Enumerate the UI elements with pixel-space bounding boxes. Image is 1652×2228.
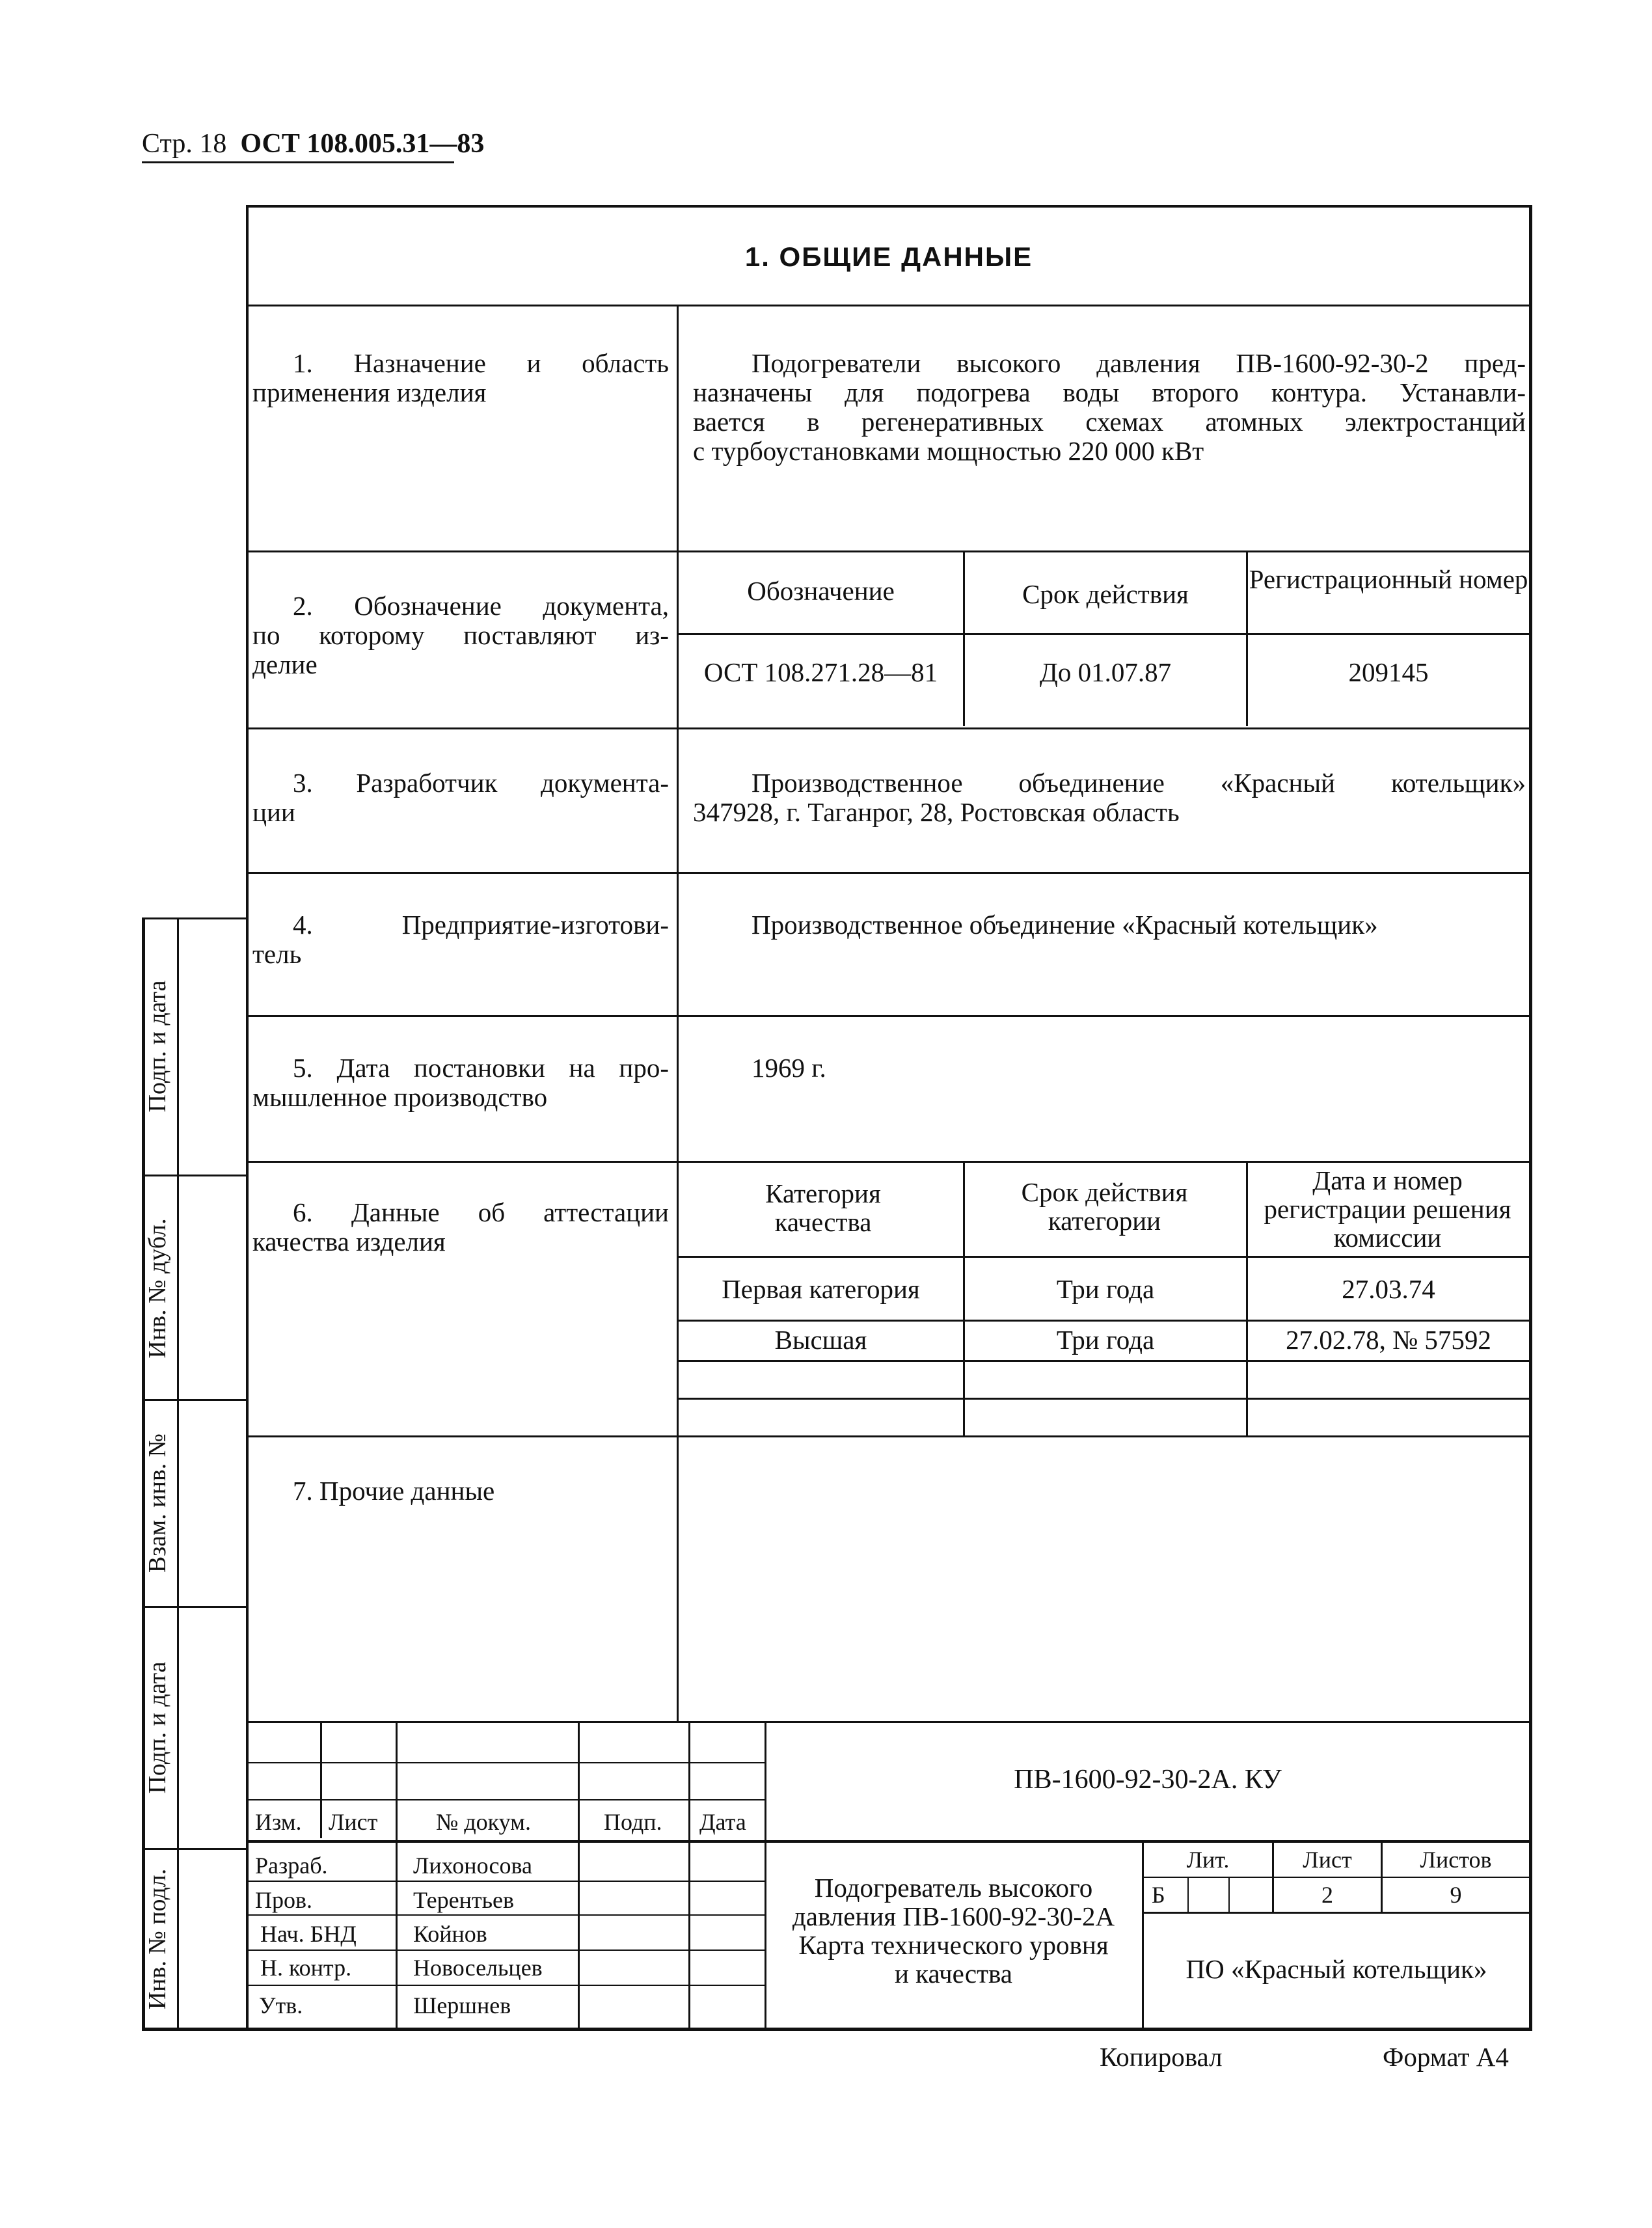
tb-header-date: Дата: [699, 1809, 746, 1835]
row3-value-line2: 347928, г. Таганрог, 28, Ростовская область: [693, 797, 1180, 827]
tb-row-line-1: [249, 1762, 765, 1763]
tb-name-head: Койнов: [413, 1921, 487, 1947]
row3-label-line1: 3. Разработчик документа-: [293, 768, 669, 798]
frame-bottom: [142, 2028, 1532, 2031]
row6-empty-line: [679, 1398, 1529, 1400]
tb-lit-bottom: [1144, 1912, 1529, 1914]
tb-role-approver: Утв.: [259, 1992, 303, 2018]
row2-label-line1: 2. Обозначение документа,: [293, 591, 669, 621]
section-title: 1. ОБЩИЕ ДАННЫЕ: [744, 241, 1033, 272]
row2-bottom: [249, 727, 1529, 729]
tb-name-checker: Терентьев: [413, 1887, 514, 1913]
row1-label-line1: 1. Назначение и область: [293, 348, 669, 378]
header-underline: [142, 161, 454, 163]
row5-label-line2: мышленное производство: [252, 1082, 548, 1112]
footer-copied: Копировал: [1100, 2042, 1223, 2072]
tb-document-code: ПВ-1600-92-30-2А. КУ: [1014, 1765, 1282, 1795]
row4-value: Производственное объединение «Красный котельщик»: [752, 910, 1378, 940]
row1-label-line2: применения изделия: [252, 377, 487, 407]
row6-entry1-term: Три года: [1056, 1274, 1155, 1304]
row6-entry2-category: Высшая: [774, 1325, 867, 1355]
tb-role-head: Нач. БНД: [260, 1921, 357, 1947]
tb-sig-line-3: [249, 1950, 765, 1951]
row2-header-reg-number: Регистрационный номер: [1249, 564, 1528, 594]
row6-header-term: Срок действия категории: [1021, 1177, 1188, 1236]
row2-validity: До 01.07.87: [1039, 657, 1172, 687]
row6-entry2-term: Три года: [1056, 1325, 1155, 1355]
row4-label-line1: 4. Предприятие-изготови-: [293, 910, 669, 940]
row5-label-line1: 5. Дата постановки на про-: [293, 1053, 669, 1083]
row5-value: 1969 г.: [752, 1053, 826, 1083]
tb-sheets-value: 9: [1450, 1882, 1462, 1908]
stamp-dup-inv: Инв. № дубл.: [144, 1218, 171, 1359]
footer-format: Формат А4: [1383, 2042, 1509, 2072]
tb-title-line1: Подогреватель высокого: [814, 1873, 1093, 1903]
row3-label-line2: ции: [252, 797, 295, 827]
row4-label-line2: тель: [252, 939, 302, 969]
label-column-divider: [677, 306, 679, 1721]
row6-entry1-bottom: [679, 1320, 1529, 1322]
tb-title-line3: Карта технического уровня: [798, 1930, 1109, 1960]
row6-label-line2: качества изделия: [252, 1227, 446, 1257]
title-divider: [249, 305, 1529, 306]
tb-col-div-3: [578, 1721, 580, 2030]
tb-name-developer: Лихоносова: [413, 1853, 532, 1879]
row1-value-line2: назначены для подогрева воды второго контура. Устанавли-: [693, 377, 1526, 407]
tb-organization: ПО «Красный котельщик»: [1185, 1954, 1487, 1984]
tb-title-line2: давления ПВ-1600-92-30-2А: [792, 1901, 1115, 1931]
row2-col-divider-1: [963, 552, 965, 726]
row6-header-date-number: Дата и номер регистрации решения комиссии: [1264, 1165, 1511, 1253]
tb-lit-cell-div-2: [1228, 1878, 1230, 1912]
row2-header-designation: Обозначение: [747, 576, 895, 606]
row3-bottom: [249, 872, 1529, 874]
row6-bottom: [249, 1435, 1529, 1437]
standard-number: ОСТ 108.005.31—83: [240, 129, 485, 159]
tb-col-div-1: [320, 1721, 322, 1838]
tb-sheet-label: Лист: [1303, 1847, 1352, 1873]
row7-bottom: [249, 1721, 1529, 1723]
tb-sheets-label: Листов: [1420, 1847, 1492, 1873]
row1-value-line3: вается в регенеративных схемах атомных электростанций: [693, 407, 1526, 437]
tb-role-checker: Пров.: [255, 1887, 312, 1913]
row1-value-line1: Подогреватели высокого давления ПВ-1600-92-30-2 пред-: [752, 348, 1526, 378]
tb-header-signature: Подп.: [604, 1809, 662, 1835]
row2-reg-number: 209145: [1348, 657, 1429, 687]
tb-lit-row-line: [1144, 1877, 1529, 1878]
tb-row-line-2: [249, 1799, 765, 1800]
row6-entry2-date-number: 27.02.78, № 57592: [1286, 1325, 1491, 1355]
row2-designation: ОСТ 108.271.28—81: [703, 657, 938, 687]
tb-header-change: Изм.: [255, 1809, 302, 1835]
row6-entry1-date-number: 27.03.74: [1342, 1274, 1435, 1304]
tb-header-sheet: Лист: [329, 1809, 378, 1835]
tb-sig-line-4: [249, 1985, 765, 1986]
row6-entry2-bottom: [679, 1360, 1529, 1362]
row7-label: 7. Прочие данные: [293, 1476, 495, 1506]
row6-entry1-category: Первая категория: [722, 1274, 920, 1304]
stamp-sign-date-2: Подп. и дата: [144, 1661, 171, 1794]
tb-role-norm-control: Н. контр.: [260, 1955, 352, 1981]
tb-lit-value: Б: [1152, 1882, 1165, 1908]
row2-label-line2: по которому поставляют из-: [252, 620, 669, 650]
tb-col-div-4: [688, 1721, 690, 2030]
row3-value-line1: Производственное объединение «Красный котельщик»: [752, 768, 1526, 798]
row2-header-validity: Срок действия: [1022, 579, 1189, 609]
tb-sheet-value: 2: [1321, 1882, 1333, 1908]
row1-value-line4: с турбоустановками мощностью 220 000 кВт: [693, 436, 1204, 466]
tb-col-div-2: [396, 1721, 398, 2030]
tb-lit-label: Лит.: [1186, 1847, 1230, 1873]
row2-header-bottom: [679, 633, 1529, 635]
tb-sig-line-1: [249, 1881, 765, 1882]
page-reference: Стр. 18 ОСТ 108.005.31—83: [142, 129, 485, 159]
stamp-inner-divider: [177, 917, 179, 2030]
stamp-orig-inv: Инв. № подл.: [144, 1868, 171, 2010]
row5-bottom: [249, 1161, 1529, 1163]
row4-bottom: [249, 1015, 1529, 1017]
stamp-sign-date-1: Подп. и дата: [144, 980, 171, 1113]
tb-header-doc-number: № докум.: [436, 1809, 531, 1835]
tb-role-developer: Разраб.: [255, 1853, 328, 1879]
tb-name-norm-control: Новосельцев: [413, 1955, 543, 1981]
frame-left: [246, 205, 249, 2030]
row1-bottom: [249, 550, 1529, 552]
stamp-replace-inv: Взам. инв. №: [144, 1433, 171, 1573]
row6-header-category: Категория качества: [765, 1178, 881, 1237]
row6-label-line1: 6. Данные об аттестации: [293, 1197, 669, 1227]
tb-main-divider: [249, 1840, 1529, 1843]
frame-right: [1529, 205, 1532, 2030]
tb-name-approver: Шершнев: [413, 1992, 511, 2018]
frame-top: [246, 205, 1532, 208]
row2-label-line3: делие: [252, 649, 318, 679]
tb-sig-line-2: [249, 1914, 765, 1916]
row6-header-bottom: [679, 1256, 1529, 1258]
tb-lit-cell-div-1: [1187, 1878, 1189, 1912]
tb-title-line4: и качества: [894, 1959, 1013, 1989]
